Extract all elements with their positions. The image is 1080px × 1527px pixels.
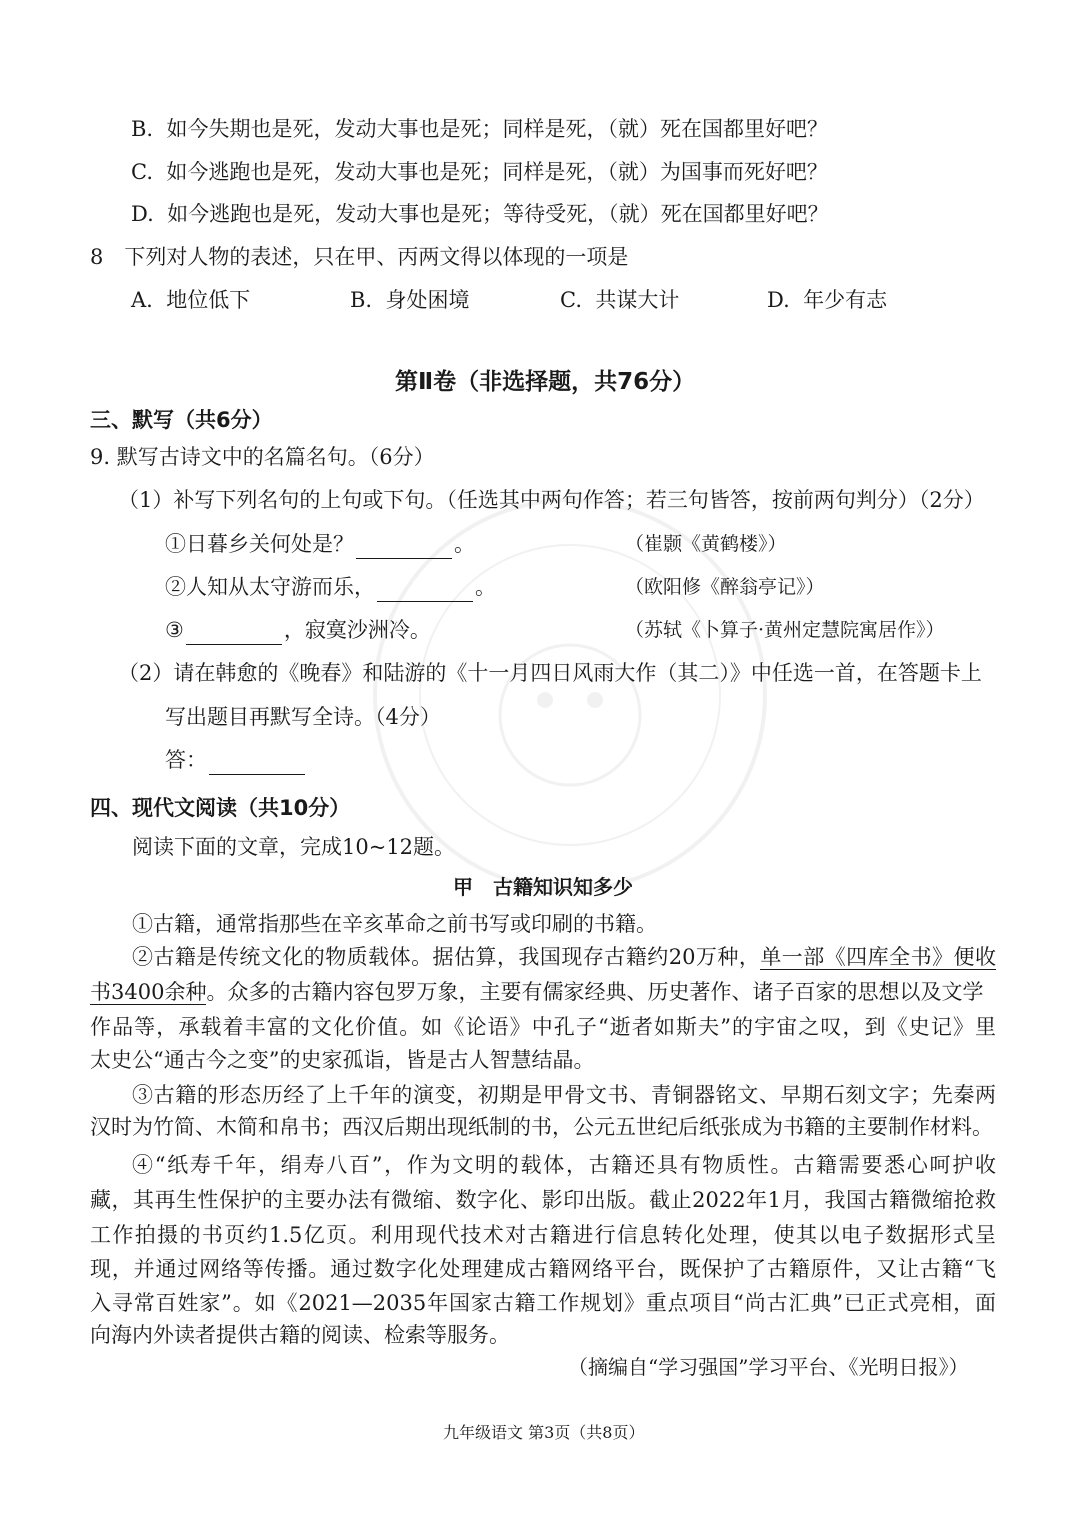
part4-heading: 四、现代文阅读（共10分）: [90, 796, 351, 820]
underlined-text: 单一部《四库全书》便收: [760, 945, 996, 969]
q9-stem: 9. 默写古诗文中的名篇名句。（6分）: [90, 445, 435, 469]
paragraph-2-line-1: ②古籍是传统文化的物质载体。据估算，我国现存古籍约20万种，单一部《四库全书》便收: [132, 945, 996, 969]
paragraph-2-line-3: 作品等，承载着丰富的文化价值。如《论语》中孔子“逝者如斯夫”的宇宙之叹，到《史记》里: [90, 1015, 996, 1039]
answer-line: 答：: [165, 745, 307, 775]
q7-option-c: C. 如今逃跑也是死，发动大事也是死；同样是死，（就）为国事而死好吧？: [131, 160, 828, 184]
paragraph-4-line-2: 藏，其再生性保护的主要办法有微缩、数字化、影印出版。截止2022年1月，我国古籍微缩抢救: [90, 1188, 996, 1212]
recite-item-3: ③ ，寂寞沙洲冷。: [165, 615, 431, 645]
q8-option-d: D. 年少有志: [767, 288, 888, 312]
answer-blank[interactable]: [209, 752, 305, 775]
part3-heading: 三、默写（共6分）: [90, 408, 273, 432]
answer-blank[interactable]: [186, 622, 282, 645]
q7-option-b: B. 如今失期也是死，发动大事也是死；同样是死，（就）死在国都里好吧？: [131, 117, 828, 141]
paragraph-4-line-4: 现，并通过网络等传播。通过数字化处理建成古籍网络平台，既保护了古籍原件，又让古籍“飞: [90, 1257, 996, 1281]
article-title: 甲 古籍知识知多少: [453, 875, 633, 899]
section2-title: 第Ⅱ卷（非选择题，共76分）: [395, 369, 696, 395]
q8-option-a: A. 地位低下: [131, 288, 251, 312]
paragraph-4-line-1: ④“纸寿千年，绢寿八百”，作为文明的载体，古籍还具有物质性。古籍需要悉心呵护收: [132, 1153, 996, 1177]
q9-sub2-line1: （2）请在韩愈的《晚春》和陆游的《十一月四日风雨大作（其二）》中任选一首，在答题卡上: [118, 661, 982, 685]
article-source: （摘编自“学习强国”学习平台、《光明日报》）: [568, 1355, 969, 1379]
recite-item-1: ①日暮乡关何处是？ 。: [165, 529, 475, 559]
paragraph-4-line-5: 入寻常百姓家”。如《2021—2035年国家古籍工作规划》重点项目“尚古汇典”已正式亮相，面: [90, 1291, 996, 1315]
paragraph-3-line-1: ③古籍的形态历经了上千年的演变，初期是甲骨文书、青铜器铭文、早期石刻文字；先秦两: [132, 1083, 996, 1107]
paragraph-3-line-2: 汉时为竹简、木简和帛书；西汉后期出现纸制的书，公元五世纪后纸张成为书籍的主要制作材料。: [90, 1115, 993, 1139]
q7-option-d: D. 如今逃跑也是死，发动大事也是死；等待受死，（就）死在国都里好吧？: [131, 202, 829, 226]
q8-stem: 8 下列对人物的表述，只在甲、丙两文得以体现的一项是: [90, 245, 629, 269]
recite-item-3-source: （苏轼《卜算子·黄州定慧院寓居作》）: [625, 619, 945, 641]
recite-item-2: ②人知从太守游而乐， 。: [165, 572, 496, 602]
recite-item-1-source: （崔颢《黄鹤楼》）: [625, 533, 787, 555]
q9-sub1: （1）补写下列名句的上句或下句。（任选其中两句作答；若三句皆答，按前两句判分）（2分）: [118, 488, 985, 512]
q8-option-b: B. 身处困境: [350, 288, 470, 312]
paragraph-2-line-2: 书3400余种。众多的古籍内容包罗万象，主要有儒家经典、历史著作、诸子百家的思想以及文学: [90, 980, 984, 1004]
answer-blank[interactable]: [377, 579, 473, 602]
paragraph-4-line-3: 工作拍摄的书页约1.5亿页。利用现代技术对古籍进行信息转化处理，使其以电子数据形式呈: [90, 1223, 996, 1247]
answer-blank[interactable]: [356, 536, 452, 559]
part4-instruction: 阅读下面的文章，完成10~12题。: [132, 835, 456, 859]
page-footer: 九年级语文 第3页（共8页）: [443, 1423, 645, 1442]
underlined-text: 书3400余种: [90, 980, 207, 1004]
q8-option-c: C. 共谋大计: [560, 288, 680, 312]
recite-item-2-source: （欧阳修《醉翁亭记》）: [625, 576, 825, 598]
paragraph-1: ①古籍，通常指那些在辛亥革命之前书写或印刷的书籍。: [132, 912, 657, 936]
paragraph-2-line-4: 太史公“通古今之变”的史家孤诣，皆是古人智慧结晶。: [90, 1048, 595, 1072]
q9-sub2-line2: 写出题目再默写全诗。（4分）: [165, 705, 441, 729]
paragraph-4-line-6: 向海内外读者提供古籍的阅读、检索等服务。: [90, 1323, 510, 1347]
